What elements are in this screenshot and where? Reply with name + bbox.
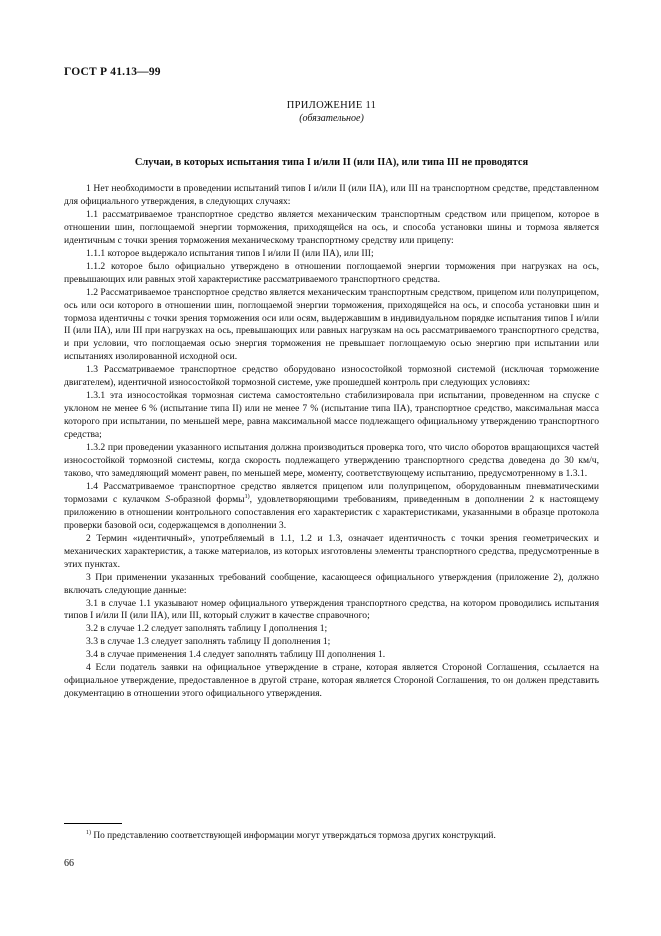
- paragraph-3-3: 3.3 в случае 1.3 следует заполнять таблицу II дополнения 1;: [86, 636, 331, 648]
- footnote-reference[interactable]: 1): [244, 493, 250, 500]
- paragraph-1-3-1: 1.3.1 эта износостойкая тормозная система самостоятельно стабилизировала при испытании, проведенном на спуске с уклоном не менее 6 % (испытание типа II) или не менее 7 % (испытание типа IIA), транспортное средство, максимальная масса которого при испытании, по меньшей мере, равна максимальной массе подлежащего официальному утверждению транспортного средства;: [64, 390, 599, 441]
- paragraph-1-4-text-b: -образной формы: [170, 493, 245, 505]
- paragraph-4: 4 Если податель заявки на официальное утверждение в стране, которая является Стороной Соглашения, ссылается на официальное утверждение, предоставленное в другой стране, которая является Стороной Соглашения, то он должен представить документацию в отношении этого официального утверждения.: [64, 662, 599, 700]
- paragraph-3-2: 3.2 в случае 1.2 следует заполнять таблицу I дополнения 1;: [86, 623, 328, 635]
- paragraph-3-1: 3.1 в случае 1.1 указывают номер официального утверждения транспортного средства, на котором проводились испытания типов I и/или II (или IIA), или III, который служит в качестве справочного;: [64, 597, 599, 622]
- page-number: 66: [64, 858, 74, 869]
- paragraph-3-4: 3.4 в случае применения 1.4 следует заполнять таблицу III дополнения 1.: [86, 649, 386, 661]
- footnote: [64, 830, 599, 842]
- footnote-mark: 1): [86, 830, 91, 836]
- paragraph-1-2: 1.2 Рассматриваемое транспортное средство является механическим транспортным средством, прицепом или полуприцепом, ось или оси которого в отношении шин, поглощаемой энергии торможения, приходящейся на ось, и способа установки шин и тормоза идентичны с точки зрения торможения оси или осям, выдержавшим в индивидуальном порядке испытания типов I и/или II (или IIA), или III при нагрузках на ось, превышающих или равных нагрузкам на ось рассматриваемого транспортного средства, и при условии, что поглощаемая осью энергия торможения не превышает поглощаемую осью энергию при испытании или испытаниях изолированной исходной оси.: [64, 286, 599, 363]
- paragraph-3: 3 При применении указанных требований сообщение, касающееся официального утверждения (приложение 2), должно включать следующие данные:: [64, 571, 599, 596]
- paragraph-1-1: 1.1 рассматриваемое транспортное средство является механическим транспортным средством или прицепом, которое в отношении шин, поглощаемой энергии торможения, приходящейся на ось, и способа установки шины и тормоза является идентичным с точки зрения торможения механическому транспортному средству или прицепу:: [64, 208, 599, 246]
- body-text: [64, 183, 599, 701]
- paragraph-1-1-1: 1.1.1 которое выдержало испытания типов I и/или II (или IIA), или III;: [86, 247, 374, 259]
- annex-subtitle: (обязательное): [299, 113, 364, 124]
- annex-title: ПРИЛОЖЕНИЕ 11: [286, 100, 377, 111]
- document-code: ГОСТ Р 41.13—99: [64, 66, 161, 78]
- footnote-text: По представлению соответствующей информации могут утверждаться тормоза других конструкций.: [91, 831, 496, 841]
- footnote-divider: [64, 823, 122, 824]
- section-title: Случаи, в которых испытания типа I и/или II (или IIA), или типа III не проводятся: [134, 157, 529, 168]
- paragraph-1: 1 Нет необходимости в проведении испытаний типов I и/или II (или IIA), или III на транспортном средстве, представленном для официального утверждения, в следующих случаях:: [64, 183, 599, 207]
- paragraph-1-3: 1.3 Рассматриваемое транспортное средство оборудовано износостойкой тормозной системой (исключая торможение двигателем), идентичной износостойкой тормозной системе, уже прошедшей контроль при следующих условиях:: [64, 364, 599, 389]
- paragraph-1-4: [64, 481, 599, 533]
- paragraph-1-1-2: 1.1.2 которое было официально утверждено в отношении поглощаемой энергии торможения при нагрузках на ось, превышающих или равных этой характеристике рассматриваемого транспортного средства.: [64, 260, 599, 285]
- paragraph-1-3-2: 1.3.2 при проведении указанного испытания должна производиться проверка того, что число оборотов вращающихся частей износостойкой тормозной системы, когда скорость подлежащего утверждению транспортного средства доведена до 30 км/ч, таково, что замедляющий момент равен, по меньшей мере, моменту, соответствующему испытанию, предусмотренному в 1.3.1.: [64, 442, 599, 479]
- paragraph-1-4-text-a: 1.4 Рассматриваемое транспортное средство является прицепом или полуприцепом, оборудованным пневматическими тормозами с кулачком: [64, 480, 599, 505]
- paragraph-1-4-italic-s: S: [165, 493, 171, 505]
- paragraph-2: 2 Термин «идентичный», употребляемый в 1.1, 1.2 и 1.3, означает идентичность с точки зрения геометрических и механических характеристик, а также материалов, из которых изготовлены элементы транспортного средства, предусмотренные в этих пунктах.: [64, 532, 599, 570]
- paragraph-1-4-text-c: , удовлетворяющими требованиям, приведенным в дополнении 2 к настоящему приложению в отношении контрольного сопоставления его характеристик с характеристиками, указанными в образце протокола проверки базовой оси, содержащемся в дополнении 3.: [64, 493, 599, 531]
